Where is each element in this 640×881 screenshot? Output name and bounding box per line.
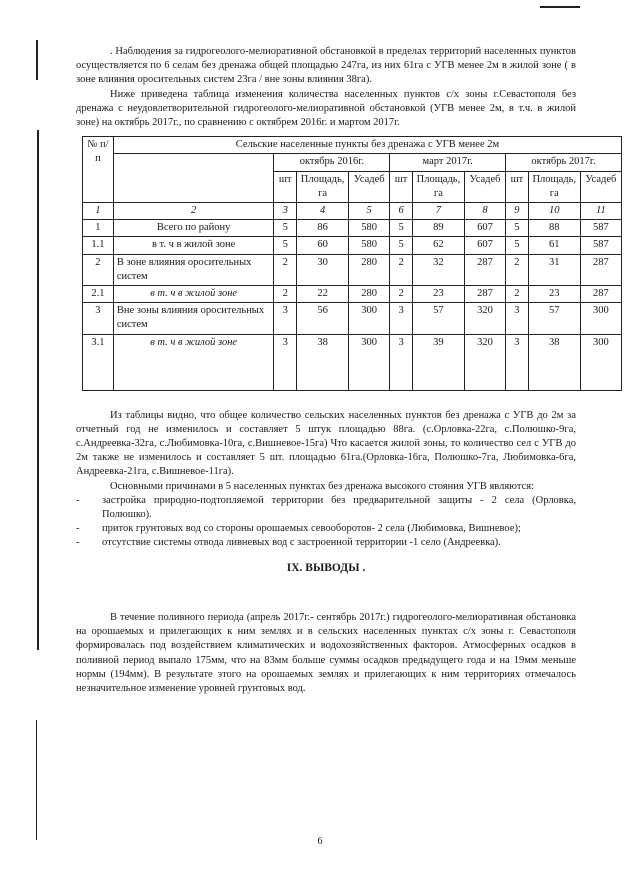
cell-value: 2 (274, 254, 297, 285)
index-cell: 10 (528, 203, 580, 220)
row-name: Всего по району (113, 220, 274, 237)
cell-value: 32 (412, 254, 464, 285)
sub-header: шт (390, 171, 413, 202)
cell-value: 607 (464, 220, 505, 237)
scan-top-mark (540, 6, 580, 8)
list-item: - застройка природно-подтопляемой территории без предварительной защиты - 2 села (Орловка, Полюшко). (76, 494, 576, 521)
cell-value: 2 (506, 254, 529, 285)
cell-value: 287 (464, 286, 505, 303)
sub-header: Площадь, га (297, 171, 349, 202)
cell-value: 2 (390, 286, 413, 303)
cell-value: 5 (274, 220, 297, 237)
row-name: в т. ч в жилой зоне (113, 237, 274, 254)
cell-value: 56 (297, 303, 349, 334)
row-number: 2 (83, 254, 114, 285)
cell-value: 57 (412, 303, 464, 334)
cell-value: 57 (528, 303, 580, 334)
cell-value: 607 (464, 237, 505, 254)
sub-header: Усадеб (580, 171, 621, 202)
cell-value: 300 (580, 334, 621, 390)
cell-value: 280 (349, 254, 390, 285)
index-cell: 2 (113, 203, 274, 220)
scan-margin-line (36, 720, 37, 840)
row-number: 3 (83, 303, 114, 334)
period-header: март 2017г. (390, 154, 506, 171)
index-cell: 3 (274, 203, 297, 220)
causes-intro: Основными причинами в 5 населенных пунктах без дренажа высокого стояния УГВ являются: (110, 480, 535, 492)
scan-margin-line (36, 40, 38, 80)
scan-margin-line (37, 130, 39, 650)
cell-value: 60 (297, 237, 349, 254)
cell-value: 86 (297, 220, 349, 237)
cell-value: 3 (506, 334, 529, 390)
analysis-paragraph: Из таблицы видно, что общее количество сельских населенных пунктов без дренажа с УГВ до 2м за отчетный год не изменилось и составляет 5 штук площадью 88га. (с.Орловка-22га, с.Полюшко-9га, с.Андреевка-32га, с.Любимовка-10га, с.Вишневое-15га) Что касается жилой зоны, то количество сел с УГВ до 2м также не изменилось и составляет 5 шт. площадью 61га.(Орловка-16га, Полюшко-7га, Любимовка-6га, Андреевка-21га, с.Вишневое-11га). (76, 409, 576, 478)
cell-value: 3 (390, 334, 413, 390)
cell-value: 300 (349, 303, 390, 334)
page-number: 6 (317, 836, 323, 847)
row-number: 1.1 (83, 237, 114, 254)
section-heading: IX. ВЫВОДЫ . (286, 561, 366, 574)
cell-value: 22 (297, 286, 349, 303)
index-cell: 11 (580, 203, 621, 220)
intro-paragraph-2: Ниже приведена таблица изменения количества населенных пунктов с/х зоны г.Севастополя без дренажа с неудовлетворительной гидрогеолого-мелиоративной обстановкой (УГВ менее 2м, в т.ч. в жилой зоне) на октябрь 2017г., по сравнению с октябрем 2016г. и мартом 2017г. (76, 88, 576, 129)
index-cell: 1 (83, 203, 114, 220)
col-number-header: № п/п (83, 137, 114, 203)
table-row (83, 303, 622, 334)
cell-value: 300 (580, 303, 621, 334)
conclusions-paragraph: В течение поливного периода (апрель 2017г.- сентябрь 2017г.) гидрогеолого-мелиоративная обстановка на орошаемых и прилегающих к ним землях и в сельских населенных пунктах с/х зоны г. Севастополя формировалась под воздействием климатических и водохозяйственных факторов. Атмосферных осадков в поливной период выпало 175мм, что на 83мм больше суммы осадков предыдущего года и на 19мм меньше нормы (194мм). В результате этого на орошаемых землях и прилегающих к ним территориях отмечалось незначительное изменение уровней грунтовых вод. (76, 611, 576, 694)
row-name: в т. ч в жилой зоне (113, 286, 274, 303)
cell-value: 62 (412, 237, 464, 254)
index-cell: 4 (297, 203, 349, 220)
cell-value: 320 (464, 334, 505, 390)
cell-value: 3 (506, 303, 529, 334)
cell-value: 2 (506, 286, 529, 303)
cell-value: 31 (528, 254, 580, 285)
cell-value: 88 (528, 220, 580, 237)
cell-value: 38 (297, 334, 349, 390)
cell-value: 89 (412, 220, 464, 237)
cell-value: 39 (412, 334, 464, 390)
cell-value: 5 (274, 237, 297, 254)
row-name: в т. ч в жилой зоне (113, 334, 274, 390)
cell-value: 30 (297, 254, 349, 285)
sub-header: Площадь, га (528, 171, 580, 202)
cell-value: 320 (464, 303, 505, 334)
row-name: Вне зоны влияния оросительных систем (113, 303, 274, 334)
main-header: Сельские населенные пункты без дренажа с УГВ менее 2м (113, 137, 621, 154)
index-cell: 7 (412, 203, 464, 220)
index-cell: 5 (349, 203, 390, 220)
cell-value: 5 (390, 220, 413, 237)
row-name: В зоне влияния оросительных систем (113, 254, 274, 285)
row-number: 3.1 (83, 334, 114, 390)
cell-value: 61 (528, 237, 580, 254)
table-row (83, 254, 622, 285)
cell-value: 3 (274, 303, 297, 334)
list-item: - приток грунтовых вод со стороны орошаемых севооборотов- 2 села (Любимовка, Вишневое); (76, 523, 521, 535)
intro-paragraph-1: . Наблюдения за гидрогеолого-мелиоративной обстановкой в пределах территорий населенных пунктов осуществляется по 6 селам без дренажа общей площадью 247га, из них 61га с УГВ менее 2м в жилой зоне ( в зоне влияния оросительных систем 23га / вне зоны влияния 38га). (76, 46, 576, 86)
cell-value: 5 (506, 220, 529, 237)
cell-value: 287 (580, 286, 621, 303)
sub-header: шт (506, 171, 529, 202)
cell-value: 2 (274, 286, 297, 303)
cell-value: 23 (412, 286, 464, 303)
settlements-table-wrap (76, 136, 617, 390)
row-number: 1 (83, 220, 114, 237)
index-cell: 9 (506, 203, 529, 220)
sub-header: Усадеб (464, 171, 505, 202)
cell-value: 587 (580, 237, 621, 254)
sub-header: Площадь, га (412, 171, 464, 202)
sub-header: Усадеб (349, 171, 390, 202)
cell-value: 300 (349, 334, 390, 390)
sub-header: шт (274, 171, 297, 202)
period-header: октябрь 2017г. (506, 154, 622, 171)
cell-value: 3 (274, 334, 297, 390)
table-row (83, 237, 622, 254)
cell-value: 5 (506, 237, 529, 254)
table-row (83, 286, 622, 303)
cell-value: 580 (349, 220, 390, 237)
table-row (83, 220, 622, 237)
list-item: - отсутствие системы отвода ливневых вод с застроенной территории -1 село (Андреевка). (76, 537, 501, 549)
index-row (83, 203, 622, 220)
settlements-table (82, 136, 622, 390)
table-row (83, 334, 622, 390)
row-number: 2.1 (83, 286, 114, 303)
index-cell: 6 (390, 203, 413, 220)
document-page (76, 45, 617, 696)
period-header: октябрь 2016г. (274, 154, 390, 171)
cell-value: 2 (390, 254, 413, 285)
cell-value: 587 (580, 220, 621, 237)
cell-value: 580 (349, 237, 390, 254)
causes-list (76, 494, 576, 551)
cell-value: 5 (390, 237, 413, 254)
cell-value: 280 (349, 286, 390, 303)
cell-value: 38 (528, 334, 580, 390)
cell-value: 287 (580, 254, 621, 285)
cell-value: 23 (528, 286, 580, 303)
cell-value: 287 (464, 254, 505, 285)
index-cell: 8 (464, 203, 505, 220)
cell-value: 3 (390, 303, 413, 334)
